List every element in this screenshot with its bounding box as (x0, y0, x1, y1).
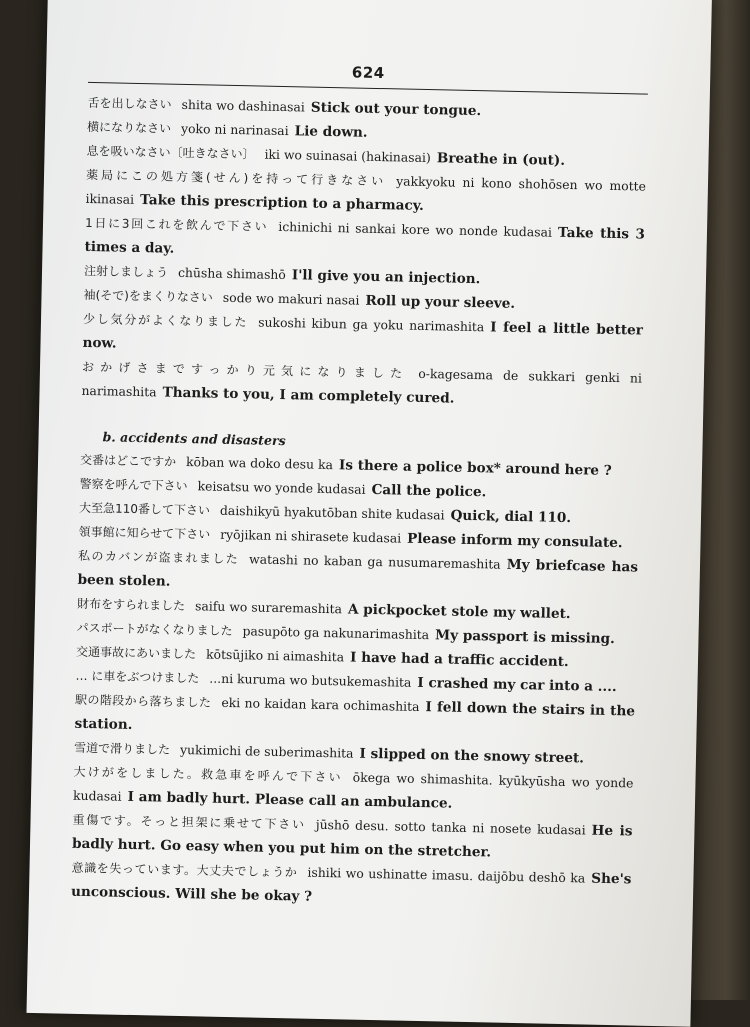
phrase-list-accidents (71, 448, 640, 916)
japanese-phrase: 大けがをしました。救急車を呼んで下さい (73, 764, 343, 785)
english-translation: Take this prescription to a pharmacy. (139, 192, 425, 214)
japanese-phrase: 大至急110番して下さい (78, 500, 211, 518)
japanese-phrase: 薬局にこの処方箋(せん)を持って行きなさい (85, 167, 387, 189)
japanese-phrase: 警察を呼んで下さい (79, 476, 188, 494)
book-page (27, 0, 712, 1027)
romaji-phrase: pasupōto ga nakunarimashita (242, 623, 430, 643)
romaji-phrase: ōkega wo shimashita. kyūkyūsha wo yonde kudasai (72, 769, 634, 804)
english-translation: I have had a traffic accident. (349, 649, 569, 671)
english-translation: I feel a little better now. (82, 319, 644, 352)
english-translation: A pickpocket stole my wallet. (347, 601, 571, 623)
japanese-phrase: 領事館に知らせて下さい (78, 524, 211, 542)
japanese-phrase: 私のカバンが盗まれました (77, 548, 240, 567)
japanese-phrase: おかげさまですっかり元気になりました (81, 359, 409, 381)
english-translation: I crashed my car into a .... (417, 674, 617, 696)
japanese-phrase: 意識を失っています。大丈夫でしょうか (71, 860, 298, 880)
english-translation: I fell down the stairs in the station. (74, 699, 636, 733)
english-translation: My briefcase has been stolen. (77, 556, 639, 590)
romaji-phrase: eki no kaidan kara ochimashita (221, 694, 420, 714)
romaji-phrase: iki wo suinasai (hakinasai) (264, 146, 431, 166)
romaji-phrase: kōban wa doko desu ka (185, 454, 334, 473)
english-translation: I am badly hurt. Please call an ambulance. (127, 788, 453, 812)
romaji-phrase: yukimichi de suberimashita (179, 741, 354, 761)
romaji-phrase: daishikyū hyakutōban shite kudasai (219, 502, 445, 523)
english-translation: He is badly hurt. Go easy when you put him on the stretcher. (71, 822, 633, 861)
japanese-phrase: 舌を出しなさい (87, 95, 172, 112)
japanese-phrase: 雪道で滑りました (73, 740, 171, 757)
english-translation: Quick, dial 110. (450, 507, 572, 527)
english-translation: Breathe in (out). (436, 150, 566, 169)
phrase-list-medical (81, 91, 647, 415)
english-translation: She's unconscious. Will she be okay ? (70, 870, 632, 905)
english-translation: I slipped on the snowy street. (359, 745, 585, 767)
english-translation: Stick out your tongue. (310, 99, 482, 120)
romaji-phrase: yakkyoku ni kono shohōsen wo motte ikinasai (85, 173, 647, 207)
romaji-phrase: sode wo makuri nasai (222, 289, 360, 308)
japanese-phrase: 駅の階段から落ちました (74, 692, 212, 710)
japanese-phrase: 1日に3回これを飲んで下さい (84, 215, 269, 234)
romaji-phrase: chūsha shimashō (177, 264, 287, 283)
japanese-phrase: 少し気分がよくなりました (82, 311, 249, 330)
romaji-phrase: ichinichi ni sankai kore wo nonde kudasai (278, 218, 553, 240)
romaji-phrase: jūshō desu. sotto tanka ni nosete kudasai (315, 816, 586, 838)
romaji-phrase: o-kagesama de sukkari genki ni narimashita (81, 365, 643, 400)
japanese-phrase: 息を吸いなさい〔吐きなさい〕 (86, 143, 255, 162)
page-number: 624 (88, 58, 648, 95)
romaji-phrase: keisatsu wo yonde kudasai (197, 478, 366, 497)
japanese-phrase: パスポートがなくなりました (76, 620, 233, 639)
japanese-phrase: 財布をすられました (76, 596, 186, 614)
romaji-phrase: yoko ni narinasai (180, 120, 289, 139)
japanese-phrase: 横になりなさい (86, 119, 172, 136)
japanese-phrase: 注射しましょう (83, 263, 169, 280)
japanese-phrase: 交通事故にあいました (75, 644, 197, 662)
english-translation: Please inform my consulate. (406, 530, 623, 552)
romaji-phrase: sukoshi kibun ga yoku narimashita (258, 314, 485, 335)
japanese-phrase: … に車をぶつけました (75, 668, 200, 686)
english-translation: Is there a police box* around here ? (338, 457, 612, 479)
japanese-phrase: 重傷です。そっと担架に乗せて下さい (72, 812, 306, 832)
romaji-phrase: shita wo dashinasai (181, 96, 306, 115)
japanese-phrase: 袖(そで)をまくりなさい (83, 287, 214, 305)
english-translation: Thanks to you, I am completely cured. (162, 384, 455, 407)
romaji-phrase: ...ni kuruma wo butsukemashita (209, 670, 412, 690)
japanese-phrase: 交番はどこですか (79, 452, 177, 469)
romaji-phrase: watashi no kaban ga nusumaremashita (248, 551, 501, 572)
page-content (71, 58, 649, 916)
english-translation: Roll up your sleeve. (365, 292, 516, 312)
romaji-phrase: ishiki wo ushinatte imasu. daijōbu deshō ka (307, 864, 586, 886)
romaji-phrase: saifu wo suraremashita (194, 598, 343, 617)
english-translation: Lie down. (294, 123, 368, 141)
english-translation: I'll give you an injection. (291, 267, 481, 288)
romaji-phrase: kōtsūjiko ni aimashita (205, 646, 345, 665)
english-translation: Take this 3 times a day. (84, 224, 646, 257)
section-heading: b. accidents and disasters (102, 429, 286, 449)
english-translation: My passport is missing. (434, 627, 615, 648)
romaji-phrase: ryōjikan ni shirasete kudasai (220, 526, 402, 546)
english-translation: Call the police. (371, 481, 487, 501)
